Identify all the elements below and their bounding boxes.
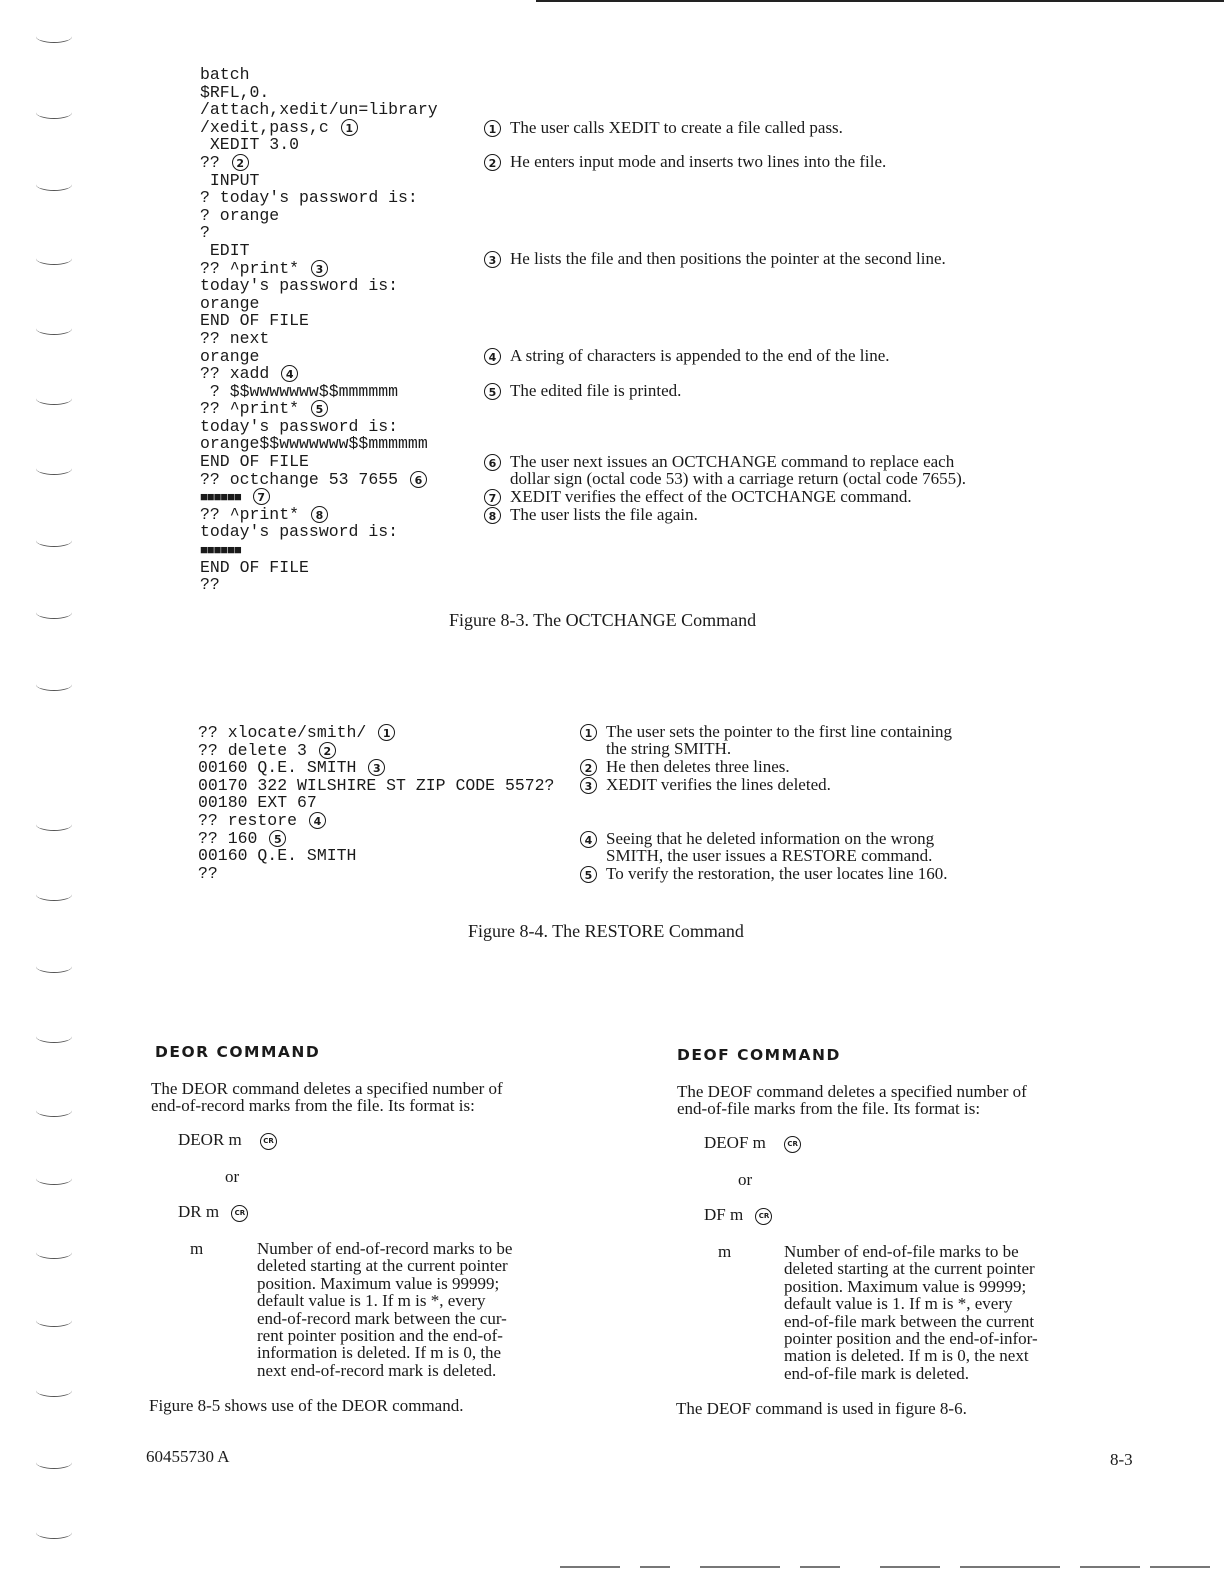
annotation <box>484 382 681 399</box>
callout-number-icon: 6 <box>484 454 501 471</box>
scan-margin-mark <box>36 106 72 119</box>
carriage-return-key-icon: CR <box>231 1205 248 1222</box>
code-line <box>200 400 438 418</box>
callout-number-icon: 6 <box>410 471 427 488</box>
callout-number-icon: 5 <box>484 383 501 400</box>
code-text: END OF FILE <box>200 452 309 472</box>
deof-format-text: DEOF m <box>704 1133 766 1152</box>
annotation-line: He then deletes three lines. <box>606 757 790 776</box>
code-line <box>198 865 554 883</box>
deof-format-long <box>704 1134 801 1153</box>
control-character-glyphs: ■■■■■■ <box>200 543 241 559</box>
scan-margin-mark <box>36 960 72 973</box>
code-line <box>200 119 438 137</box>
callout-number-icon: 5 <box>311 400 328 417</box>
annotation-line: dollar sign (octal code 53) with a carriage return (octal code 7655). <box>510 469 966 489</box>
deor-format-short-text: DR m <box>178 1202 220 1221</box>
callout-number-icon: 2 <box>580 759 597 776</box>
deor-heading: DEOR COMMAND <box>155 1043 321 1061</box>
annotation-line: Seeing that he deleted information on the wrong <box>606 829 935 848</box>
code-line <box>200 277 438 295</box>
deor-format-short <box>178 1203 248 1222</box>
code-text: 00180 EXT 67 <box>198 793 317 813</box>
scan-margin-mark <box>36 392 72 405</box>
code-line <box>200 207 438 225</box>
code-line <box>200 523 438 541</box>
callout-number-icon: 4 <box>580 831 597 848</box>
annotation <box>580 758 790 775</box>
code-line <box>200 189 438 207</box>
deof-format-short-text: DF m <box>704 1205 744 1224</box>
code-text: ?? <box>200 575 220 595</box>
deof-param-desc <box>784 1243 1038 1382</box>
scan-artifact <box>560 1566 620 1568</box>
callout-number-icon: 7 <box>253 488 270 505</box>
code-line <box>200 172 438 190</box>
annotation <box>484 153 886 170</box>
code-text: ?? ^print* <box>200 504 300 524</box>
code-text: batch <box>200 65 250 84</box>
code-text: ? orange <box>200 205 280 225</box>
top-rule <box>536 0 1224 2</box>
scan-artifact <box>960 1566 1060 1568</box>
code-text: 00170 322 WILSHIRE ST ZIP CODE 5572? <box>198 775 555 795</box>
annotation-line: XEDIT verifies the effect of the OCTCHANGE command. <box>510 487 912 506</box>
scan-margin-mark <box>36 252 72 265</box>
code-text: EDIT <box>200 240 250 260</box>
annotation <box>484 506 698 523</box>
annotation-line: The user calls XEDIT to create a file called pass. <box>510 118 843 137</box>
code-text: ? <box>200 223 210 243</box>
code-text: /xedit,pass,c <box>200 117 329 137</box>
param-desc-line: rent pointer position and the end-of- <box>257 1326 503 1346</box>
annotation-line: SMITH, the user issues a RESTORE command. <box>606 846 933 866</box>
code-text: XEDIT 3.0 <box>200 135 300 155</box>
code-text: ?? ^print* <box>200 258 300 278</box>
code-line <box>200 435 438 453</box>
code-text: ?? octchange 53 7655 <box>200 469 399 489</box>
scan-margin-mark <box>36 1384 72 1397</box>
deof-intro <box>677 1083 1027 1118</box>
code-line <box>200 242 438 260</box>
deor-format-long <box>178 1131 277 1150</box>
param-desc-line: default value is 1. If m is *, every <box>784 1294 1013 1314</box>
code-text: 00160 Q.E. SMITH <box>198 758 357 778</box>
scan-margin-mark <box>36 30 72 43</box>
callout-number-icon: 1 <box>378 724 395 741</box>
code-text: ?? delete 3 <box>198 740 307 760</box>
scan-artifact <box>700 1566 780 1568</box>
code-line <box>200 136 438 154</box>
scan-margin-mark <box>36 818 72 831</box>
code-line <box>200 66 438 84</box>
deor-intro-line: The DEOR command deletes a specified number of <box>151 1079 503 1098</box>
code-line <box>200 559 438 577</box>
code-text: END OF FILE <box>200 311 309 331</box>
annotation-line: The user sets the pointer to the first line containing <box>606 722 953 741</box>
figure-8-4-code <box>198 724 554 882</box>
figure-8-3-caption: Figure 8-3. The OCTCHANGE Command <box>449 610 757 630</box>
deof-intro-line: end-of-file marks from the file. Its format is: <box>677 1099 981 1119</box>
code-text: ?? restore <box>198 810 298 830</box>
code-text: today's password is: <box>200 276 399 296</box>
annotation-line: the string SMITH. <box>606 739 732 759</box>
deor-param-name: m <box>190 1239 204 1258</box>
code-text: $RFL,0. <box>200 82 270 102</box>
deor-intro <box>151 1080 503 1115</box>
code-text: ?? xadd <box>200 364 270 384</box>
annotation <box>484 347 890 364</box>
code-line <box>198 759 554 777</box>
control-character-glyphs: ■■■■■■ <box>200 490 241 506</box>
scan-margin-mark <box>36 888 72 901</box>
deor-footer: Figure 8-5 shows use of the DEOR command. <box>149 1396 464 1415</box>
scan-artifact <box>1080 1566 1140 1568</box>
code-line <box>200 418 438 436</box>
deof-or: or <box>738 1170 753 1189</box>
annotation <box>484 119 843 136</box>
code-line <box>200 453 438 471</box>
callout-number-icon: 2 <box>484 154 501 171</box>
deof-intro-line: The DEOF command deletes a specified number of <box>677 1082 1027 1101</box>
annotation <box>580 830 934 865</box>
callout-number-icon: 4 <box>309 812 326 829</box>
code-line <box>198 847 554 865</box>
annotation-line: The edited file is printed. <box>510 381 682 400</box>
code-line <box>200 488 438 506</box>
deor-format-text: DEOR m <box>178 1130 242 1149</box>
scan-margin-mark <box>36 462 72 475</box>
code-line <box>198 742 554 760</box>
param-desc-line: end-of-file mark is deleted. <box>784 1363 970 1383</box>
scan-margin-mark <box>36 1172 72 1185</box>
param-desc-line: pointer position and the end-of-infor- <box>784 1329 1038 1349</box>
callout-number-icon: 3 <box>484 251 501 268</box>
callout-number-icon: 7 <box>484 489 501 506</box>
page-number: 8-3 <box>1110 1450 1133 1469</box>
annotation-line: The user lists the file again. <box>510 505 698 524</box>
callout-number-icon: 4 <box>484 348 501 365</box>
code-text: orange <box>200 346 260 366</box>
code-line <box>200 383 438 401</box>
scan-margin-mark <box>36 1314 72 1327</box>
code-line <box>200 365 438 383</box>
deor-intro-line: end-of-record marks from the file. Its format is: <box>151 1096 475 1116</box>
annotation-line: The user next issues an OCTCHANGE command to replace each <box>510 452 955 471</box>
carriage-return-key-icon: CR <box>784 1136 801 1153</box>
scan-margin-mark <box>36 678 72 691</box>
callout-number-icon: 3 <box>580 777 597 794</box>
annotation-line: He enters input mode and inserts two lines into the file. <box>510 152 887 171</box>
figure-8-3-code <box>200 66 438 594</box>
code-text: ?? xlocate/smith/ <box>198 723 367 742</box>
code-line <box>198 777 554 795</box>
code-line <box>200 471 438 489</box>
document-number: 60455730 A <box>146 1447 230 1466</box>
callout-number-icon: 3 <box>311 260 328 277</box>
code-text: END OF FILE <box>200 557 309 577</box>
code-line <box>200 260 438 278</box>
code-text: ?? ^print* <box>200 399 300 419</box>
callout-number-icon: 2 <box>232 154 249 171</box>
code-line <box>200 576 438 594</box>
param-desc-line: mation is deleted. If m is 0, the next <box>784 1346 1029 1366</box>
scan-margin-mark <box>36 1246 72 1259</box>
param-desc-line: Number of end-of-file marks to be <box>784 1242 1019 1261</box>
scan-margin-mark <box>36 322 72 335</box>
scan-margin-mark <box>36 178 72 191</box>
annotation <box>580 723 952 758</box>
scan-artifact <box>640 1566 670 1568</box>
scan-margin-mark <box>36 1104 72 1117</box>
code-line <box>200 154 438 172</box>
code-text: ?? <box>200 152 220 172</box>
code-line <box>198 724 554 742</box>
code-line <box>200 101 438 119</box>
scan-artifact <box>1150 1566 1210 1568</box>
code-line <box>200 330 438 348</box>
code-line <box>200 348 438 366</box>
code-line <box>198 794 554 812</box>
deor-param-desc <box>257 1240 512 1379</box>
scan-margin-mark <box>36 534 72 547</box>
annotation <box>484 250 946 267</box>
param-desc-line: default value is 1. If m is *, every <box>257 1291 486 1311</box>
code-text: orange$$wwwwwww$$mmmmmm <box>200 434 428 454</box>
scan-margin-mark <box>36 606 72 619</box>
code-text: ?? <box>198 863 218 883</box>
code-line <box>200 312 438 330</box>
scan-margin-mark <box>36 1030 72 1043</box>
callout-number-icon: 5 <box>580 866 597 883</box>
code-text: today's password is: <box>200 416 399 436</box>
callout-number-icon: 1 <box>580 724 597 741</box>
code-line <box>198 812 554 830</box>
annotation-line: He lists the file and then positions the pointer at the second line. <box>510 249 946 268</box>
code-text: 00160 Q.E. SMITH <box>198 846 357 866</box>
callout-number-icon: 2 <box>319 742 336 759</box>
deof-format-short <box>704 1206 772 1225</box>
param-desc-line: next end-of-record mark is deleted. <box>257 1360 497 1380</box>
annotation <box>580 865 948 882</box>
scan-artifact <box>880 1566 940 1568</box>
code-text: /attach,xedit/un=library <box>200 100 438 120</box>
code-text: ?? next <box>200 328 270 348</box>
param-desc-line: information is deleted. If m is 0, the <box>257 1343 502 1363</box>
callout-number-icon: 4 <box>281 365 298 382</box>
deof-param-name: m <box>718 1242 732 1261</box>
annotation-line: To verify the restoration, the user locates line 160. <box>606 864 948 883</box>
scan-margin-mark <box>36 1526 72 1539</box>
code-line <box>200 224 438 242</box>
code-line <box>200 295 438 313</box>
code-line <box>200 84 438 102</box>
annotation-line: A string of characters is appended to the end of the line. <box>510 346 890 365</box>
callout-number-icon: 3 <box>368 759 385 776</box>
param-desc-line: position. Maximum value is 99999; <box>257 1273 500 1293</box>
callout-number-icon: 1 <box>341 119 358 136</box>
annotation-line: XEDIT verifies the lines deleted. <box>606 775 831 794</box>
code-text: today's password is: <box>200 522 399 542</box>
annotation <box>484 488 912 505</box>
callout-number-icon: 8 <box>311 506 328 523</box>
annotation <box>580 776 831 793</box>
scan-margin-mark <box>36 1456 72 1469</box>
code-text: INPUT <box>200 170 260 190</box>
code-line <box>198 830 554 848</box>
deor-or: or <box>225 1167 240 1186</box>
code-text: ? today's password is: <box>200 188 418 208</box>
code-text: orange <box>200 293 260 313</box>
param-desc-line: deleted starting at the current pointer <box>257 1256 508 1276</box>
param-desc-line: Number of end-of-record marks to be <box>257 1239 513 1258</box>
annotation <box>484 453 966 488</box>
callout-number-icon: 1 <box>484 120 501 137</box>
callout-number-icon: 5 <box>269 830 286 847</box>
code-line <box>200 541 438 559</box>
code-text: ? $$wwwwwww$$mmmmmm <box>200 381 399 401</box>
callout-number-icon: 8 <box>484 507 501 524</box>
carriage-return-key-icon: CR <box>755 1208 772 1225</box>
deof-footer: The DEOF command is used in figure 8-6. <box>676 1399 967 1418</box>
code-line <box>200 506 438 524</box>
param-desc-line: position. Maximum value is 99999; <box>784 1276 1027 1296</box>
code-text: ?? 160 <box>198 828 258 848</box>
figure-8-4-caption: Figure 8-4. The RESTORE Command <box>468 921 744 941</box>
carriage-return-key-icon: CR <box>260 1133 277 1150</box>
param-desc-line: deleted starting at the current pointer <box>784 1259 1035 1279</box>
param-desc-line: end-of-file mark between the current <box>784 1311 1035 1331</box>
deof-heading: DEOF COMMAND <box>677 1046 841 1064</box>
scan-artifact <box>800 1566 840 1568</box>
param-desc-line: end-of-record mark between the cur- <box>257 1308 507 1328</box>
